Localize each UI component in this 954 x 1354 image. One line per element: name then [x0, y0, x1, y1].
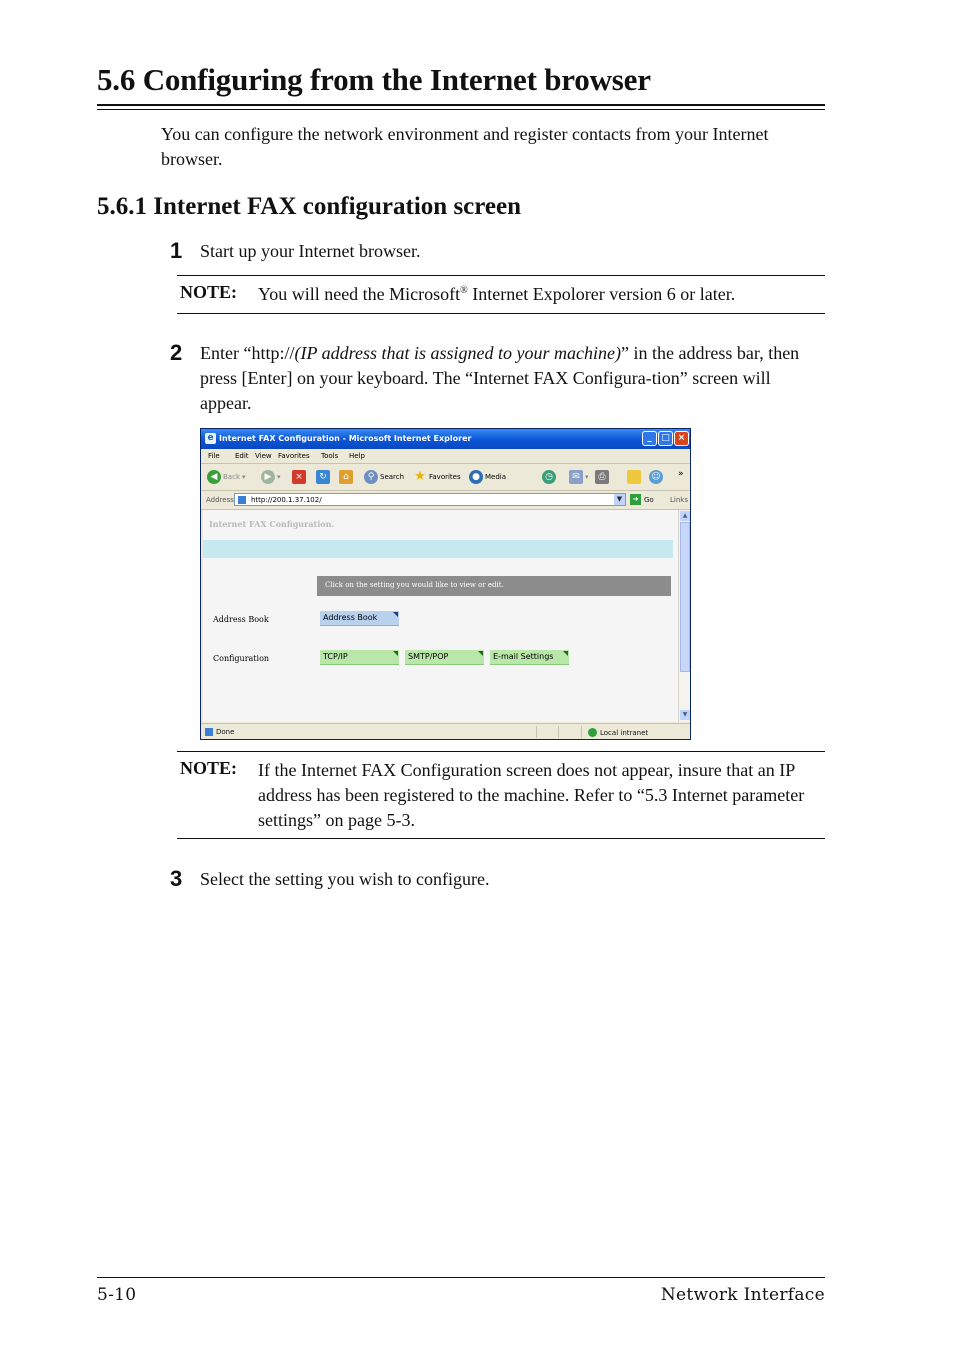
- note-label-2: NOTE:: [180, 758, 238, 778]
- instruction-banner: Click on the setting you would like to view or edit.: [317, 576, 671, 596]
- tcp-ip-button[interactable]: TCP/IP: [320, 650, 399, 665]
- messenger-icon: ☺: [649, 470, 663, 484]
- page-icon: [238, 496, 246, 504]
- note-rule-bottom: [177, 313, 825, 314]
- status-done: Done: [205, 728, 234, 736]
- history-icon: ◷: [542, 470, 556, 484]
- title-rule-thin: [97, 109, 825, 110]
- row-label-configuration: Configuration: [213, 654, 270, 663]
- menu-view[interactable]: View: [255, 452, 272, 460]
- back-button[interactable]: ◀ Back ▾: [207, 469, 246, 485]
- address-bar: [201, 491, 690, 510]
- footer-rule: [97, 1277, 825, 1278]
- home-button[interactable]: [339, 469, 353, 485]
- step-number-1: 1: [170, 238, 183, 263]
- address-label: Address: [206, 496, 234, 504]
- note-text-1: You will need the Microsoft® Internet Expolorer version 6 or later.: [258, 284, 736, 304]
- step-text-3: Select the setting you wish to configure.: [200, 869, 490, 889]
- step-text-2: Enter “http://(IP address that is assigned to your machine)” in the address bar, then press [Enter] on your keyboard. The “Internet FAX Configura-tion” screen will appear.: [200, 343, 800, 413]
- forward-button[interactable]: ▶ ▾: [261, 469, 281, 485]
- history-button[interactable]: [542, 469, 556, 485]
- menu-tools[interactable]: Tools: [321, 452, 339, 460]
- step-number-2: 2: [170, 340, 183, 365]
- window-title: Internet FAX Configuration - Microsoft Internet Explorer: [219, 434, 472, 443]
- browser-screenshot: [200, 428, 691, 740]
- ie-icon: e: [205, 433, 216, 444]
- smtp-pop-button[interactable]: SMTP/POP: [405, 650, 484, 665]
- refresh-icon: ↻: [316, 470, 330, 484]
- menu-favorites[interactable]: Favorites: [278, 452, 310, 460]
- home-icon: ⌂: [339, 470, 353, 484]
- favorites-button[interactable]: ★ Favorites: [414, 469, 461, 484]
- note-text-2: If the Internet FAX Configuration screen does not appear, insure that an IP address has been registered to the machine. Refer to “5.3 Internet parameter settings” on page 5-3.: [258, 760, 805, 830]
- vertical-scrollbar[interactable]: [678, 510, 690, 722]
- minimize-icon[interactable]: _: [642, 431, 657, 446]
- close-icon[interactable]: ×: [674, 431, 689, 446]
- scroll-down-icon[interactable]: ▼: [680, 710, 690, 720]
- note2-rule-bottom: [177, 838, 825, 839]
- note-rule-top: [177, 275, 825, 276]
- mail-icon: ✉: [569, 470, 583, 484]
- intranet-icon: [588, 728, 597, 737]
- scroll-thumb[interactable]: [680, 522, 690, 672]
- section-title: 5.6 Configuring from the Internet browser: [97, 62, 651, 97]
- subsection-title: 5.6.1 Internet FAX configuration screen: [97, 193, 522, 220]
- back-arrow-icon: ◀: [207, 470, 221, 484]
- step-number-3: 3: [170, 866, 183, 891]
- links-label[interactable]: Links: [670, 496, 688, 504]
- note-label-1: NOTE:: [180, 282, 238, 302]
- toolbar: [201, 464, 690, 491]
- status-bar: [201, 723, 690, 740]
- print-icon: ⎙: [595, 470, 609, 484]
- chevron-right-icon[interactable]: »: [678, 469, 684, 479]
- row-label-address-book: Address Book: [213, 615, 269, 624]
- search-button[interactable]: ⚲ Search: [364, 469, 404, 485]
- forward-arrow-icon: ▶: [261, 470, 275, 484]
- search-icon: ⚲: [364, 470, 378, 484]
- media-icon: ●: [469, 470, 483, 484]
- status-zone: Local intranet: [588, 728, 648, 737]
- menu-bar: [201, 449, 690, 464]
- mail-button[interactable]: ✉ ▾: [569, 469, 589, 485]
- address-value: http://200.1.37.102/: [251, 496, 322, 504]
- address-book-button[interactable]: Address Book: [320, 611, 399, 626]
- folder-button[interactable]: [627, 469, 641, 485]
- email-settings-button[interactable]: E-mail Settings: [490, 650, 569, 665]
- chapter-name: Network Interface: [660, 1285, 825, 1305]
- note2-rule-top: [177, 751, 825, 752]
- maximize-icon[interactable]: □: [658, 431, 673, 446]
- messenger-button[interactable]: [649, 469, 663, 485]
- page-viewport: [203, 510, 678, 722]
- page-icon: [205, 728, 213, 736]
- page-heading: Internet FAX Configuration.: [209, 519, 335, 529]
- stop-button[interactable]: [292, 469, 306, 485]
- star-icon: ★: [414, 469, 426, 484]
- menu-file[interactable]: File: [208, 452, 220, 460]
- stop-icon: ×: [292, 470, 306, 484]
- menu-help[interactable]: Help: [349, 452, 365, 460]
- intro-paragraph: You can configure the network environment and register contacts from your Internet browser.: [161, 124, 769, 169]
- refresh-button[interactable]: [316, 469, 330, 485]
- print-button[interactable]: [595, 469, 609, 485]
- address-input[interactable]: [234, 493, 626, 506]
- page-number: 5-10: [97, 1285, 137, 1305]
- menu-edit[interactable]: Edit: [235, 452, 249, 460]
- header-band: [203, 540, 673, 558]
- step-text-1: Start up your Internet browser.: [200, 241, 421, 261]
- go-button[interactable]: ➜ Go: [630, 494, 654, 505]
- title-bar: [201, 429, 690, 449]
- media-button[interactable]: ● Media: [469, 469, 506, 485]
- chevron-down-icon[interactable]: ▼: [614, 494, 625, 505]
- scroll-up-icon[interactable]: ▲: [680, 511, 690, 521]
- folder-icon: [627, 470, 641, 484]
- go-arrow-icon: ➜: [630, 494, 641, 505]
- title-rule: [97, 104, 825, 106]
